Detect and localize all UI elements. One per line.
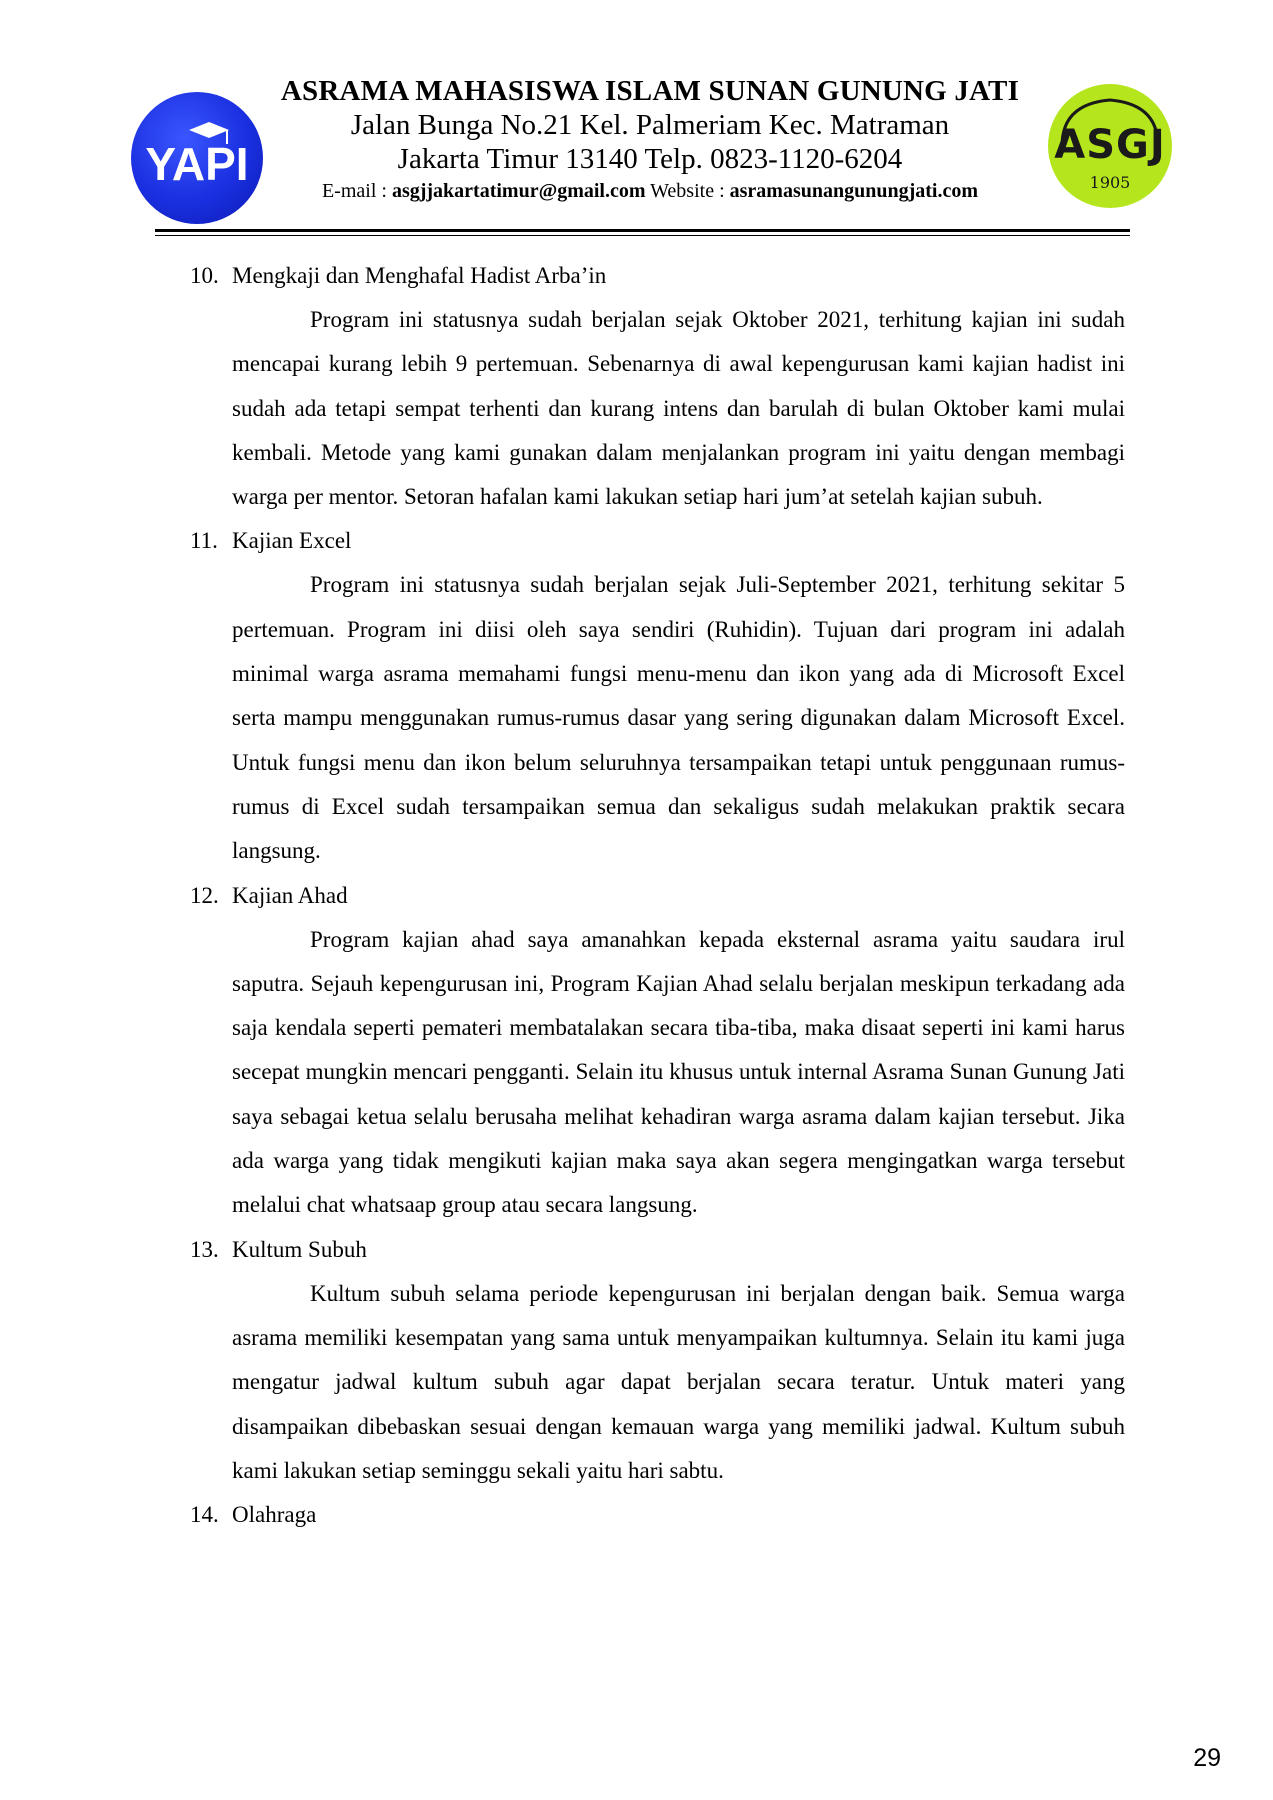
section-13: [190, 1228, 1125, 1493]
document-body: [190, 254, 1125, 1537]
section-11: [190, 519, 1125, 873]
address-line-1: Jalan Bunga No.21 Kel. Palmeriam Kec. Matraman: [350, 109, 950, 141]
asgj-logo-text: ASGJ: [1054, 122, 1166, 168]
email-label: E-mail :: [321, 180, 392, 202]
asgj-logo: [1040, 76, 1180, 216]
section-paragraph: Kultum subuh selama periode kepengurusan ini berjalan dengan baik. Semua warga asrama memiliki kesempatan yang sama untuk menyampaikan kultumnya. Selain itu kami juga mengatur jadwal kultum subuh agar dapat berjalan secara teratur. Untuk materi yang disampaikan dibebaskan sesuai dengan kemauan warga yang memiliki jadwal. Kultum subuh kami lakukan setiap seminggu sekali yaitu hari sabtu.: [232, 1280, 1125, 1483]
section-heading: [190, 1493, 1125, 1537]
organization-name: ASRAMA MAHASISWA ISLAM SUNAN GUNUNG JATI: [280, 75, 1020, 107]
email-address: asgjjakartatimur@gmail.com: [391, 180, 646, 202]
section-number: 11.: [190, 528, 218, 554]
section-heading: [190, 1228, 1125, 1272]
yapi-logo: [131, 92, 263, 224]
page-number: 29: [1193, 1744, 1221, 1772]
section-paragraph: Program kajian ahad saya amanahkan kepada eksternal asrama yaitu saudara irul saputra. Sejauh kepengurusan ini, Program Kajian Ahad selalu berjalan meskipun terkadang ada saja kendala seperti pemateri membatalakan secara tiba-tiba, maka disaat seperti ini kami harus secepat mungkin mencari pengganti. Selain itu khusus untuk internal Asrama Sunan Gunung Jati saya sebagai ketua selalu berusaha melihat kehadiran warga asrama dalam kajian tersebut. Jika ada warga yang tidak mengikuti kajian maka saya akan segera mengingatkan warga tersebut melalui chat whatsaap group atau secara langsung.: [232, 926, 1125, 1218]
section-number: 14.: [190, 1502, 219, 1528]
section-heading: [190, 519, 1125, 563]
header-divider-thin: [155, 235, 1130, 236]
asgj-logo-graphic: [1040, 76, 1180, 216]
yapi-logo-graphic: [131, 92, 263, 224]
section-paragraph: Program ini statusnya sudah berjalan sejak Oktober 2021, terhitung kajian ini sudah mencapai kurang lebih 9 pertemuan. Sebenarnya di awal kepengurusan kami kajian hadist ini sudah ada tetapi sempat terhenti dan kurang intens dan barulah di bulan Oktober kami mulai kembali. Metode yang kami gunakan dalam menjalankan program ini yaitu dengan membagi warga per mentor. Setoran hafalan kami lakukan setiap hari jum’at setelah kajian subuh.: [232, 307, 1125, 510]
website-label: Website :: [645, 180, 730, 202]
contact-line: [250, 176, 1050, 206]
yapi-logo-text: YAPI: [145, 138, 249, 190]
section-title: Olahraga: [232, 1502, 317, 1528]
section-title: Mengkaji dan Menghafal Hadist Arba’in: [232, 263, 607, 288]
asgj-logo-year: 1905: [1089, 173, 1131, 192]
section-heading: [190, 254, 1125, 298]
website-address: asramasunangunungjati.com: [729, 180, 979, 202]
section-paragraph: Program ini statusnya sudah berjalan sejak Juli-September 2021, terhitung sekitar 5 pertemuan. Program ini diisi oleh saya sendiri (Ruhidin). Tujuan dari program ini adalah minimal warga asrama memahami fungsi menu-menu dan ikon yang ada di Microsoft Excel serta mampu menggunakan rumus-rumus dasar yang sering digunakan dalam Microsoft Excel. Untuk fungsi menu dan ikon belum seluruhnya tersampaikan tetapi untuk penggunaan rumus-rumus di Excel sudah tersampaikan semua dan sekaligus sudah melakukan praktik secara langsung.: [232, 572, 1125, 864]
section-12: [190, 874, 1125, 1228]
header-divider-thick: [155, 229, 1130, 232]
section-10: [190, 254, 1125, 519]
section-title: Kajian Excel: [232, 528, 352, 554]
section-title: Kultum Subuh: [232, 1236, 367, 1262]
section-title: Kajian Ahad: [232, 882, 348, 908]
section-number: 12.: [190, 882, 219, 908]
section-number: 13.: [190, 1236, 219, 1262]
letterhead: [250, 74, 1050, 206]
section-14: [190, 1493, 1125, 1537]
section-heading: [190, 874, 1125, 918]
address-line-2: Jakarta Timur 13140 Telp. 0823-1120-6204: [397, 143, 903, 175]
section-number: 10.: [190, 263, 219, 288]
